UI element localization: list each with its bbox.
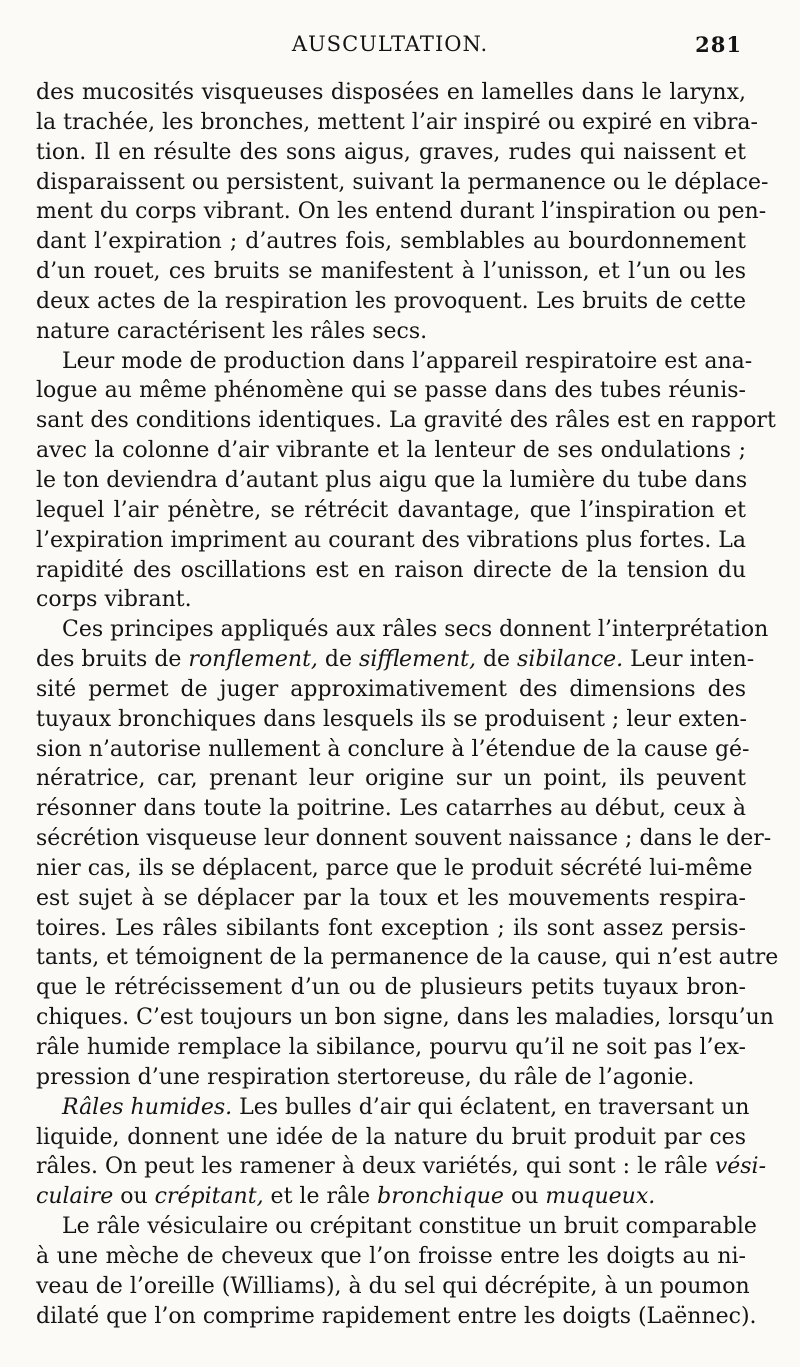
text-line: à une mèche de cheveux que l’on froisse entre les doigts au ni- (36, 1243, 746, 1269)
paragraph (36, 1212, 757, 1331)
text-line: l’expiration impriment au courant des vibrations plus fortes. La (36, 527, 747, 553)
text-line: est sujet à se déplacer par la toux et les mouvements respira- (36, 885, 746, 911)
text-line: sité permet de juger approximativement des dimensions des (36, 676, 746, 702)
text-line: deux actes de la respiration les provoquent. Les bruits de cette (36, 288, 746, 314)
text-line: nature caractérisent les râles secs. (36, 318, 428, 344)
text-line: dilaté que l’on comprime rapidement entre les doigts (Laënnec). (36, 1303, 757, 1329)
text-line: veau de l’oreille (Williams), à du sel qui décrépite, à un poumon (36, 1273, 750, 1299)
paragraph (36, 347, 776, 616)
paragraph (36, 615, 779, 1093)
body-text (36, 78, 779, 1331)
text-line: tion. Il en résulte des sons aigus, graves, rudes qui naissent et (36, 139, 746, 165)
text-line: tants, et témoignent de la permanence de la cause, qui n’est autre (36, 945, 779, 971)
text-line: culaire ou crépitant, et le râle bronchique ou muqueux. (36, 1184, 656, 1210)
text-line: la trachée, les bronches, mettent l’air inspiré ou expiré en vibra- (36, 109, 758, 135)
text-line: Leur mode de production dans l’appareil respiratoire est ana- (62, 348, 753, 374)
running-head (36, 28, 744, 64)
text-line: râles. On peut les ramener à deux variétés, qui sont : le râle vési- (36, 1154, 767, 1180)
text-line: corps vibrant. (36, 587, 192, 613)
text-line: chiques. C’est toujours un bon signe, dans les maladies, lorsqu’un (36, 1005, 774, 1031)
text-line: liquide, donnent une idée de la nature du bruit produit par ces (36, 1124, 746, 1150)
text-line: avec la colonne d’air vibrante et la lenteur de ses ondulations ; (36, 438, 746, 464)
running-title: AUSCULTATION. (291, 32, 489, 56)
text-line: lequel l’air pénètre, se rétrécit davantage, que l’inspiration et (36, 497, 746, 523)
text-line: pression d’une respiration stertoreuse, du râle de l’agonie. (36, 1064, 695, 1090)
text-line: des mucosités visqueuses disposées en lamelles dans le larynx, (36, 80, 746, 105)
text-line: Ces principes appliqués aux râles secs donnent l’interprétation (62, 617, 769, 643)
text-line: râle humide remplace la sibilance, pourvu qu’il ne soit pas l’ex- (36, 1035, 746, 1060)
text-line: disparaissent ou persistent, suivant la permanence ou le déplace- (36, 169, 769, 195)
text-line: dant l’expiration ; d’autres fois, semblables au bourdonnement (36, 229, 746, 255)
text-line: tuyaux bronchiques dans lesquels ils se produisent ; leur exten- (36, 706, 747, 732)
text-line: d’un rouet, ces bruits se manifestent à l’unisson, et l’un ou les (36, 259, 746, 285)
text-line: ment du corps vibrant. On les entend durant l’inspiration ou pen- (36, 199, 767, 225)
text-line: nier cas, ils se déplacent, parce que le produit sécrété lui-même (36, 855, 753, 881)
text-line: le ton deviendra d’autant plus aigu que la lumière du tube dans (36, 467, 748, 493)
text-line: sécrétion visqueuse leur donnent souvent naissance ; dans le der- (36, 826, 772, 852)
text-line: Le râle vésiculaire ou crépitant constitue un bruit comparable (62, 1214, 757, 1240)
text-line: sion n’autorise nullement à conclure à l’étendue de la cause gé- (36, 736, 750, 762)
text-line: toires. Les râles sibilants font exception ; ils sont assez persis- (36, 915, 746, 941)
page-number: 281 (695, 32, 742, 57)
paragraph (36, 78, 769, 347)
text-line: Râles humides. Les bulles d’air qui éclatent, en traversant un (62, 1094, 750, 1120)
text-line: résonner dans toute la poitrine. Les catarrhes au début, ceux à (36, 796, 746, 822)
paragraph (36, 1093, 767, 1212)
text-line: nératrice, car, prenant leur origine sur un point, ils peuvent (36, 766, 746, 792)
text-line: logue au même phénomène qui se passe dans des tubes réunis- (36, 378, 746, 404)
text-line: sant des conditions identiques. La gravité des râles est en rapport (36, 408, 776, 434)
text-line: que le rétrécissement d’un ou de plusieurs petits tuyaux bron- (36, 975, 746, 1001)
text-line: rapidité des oscillations est en raison directe de la tension du (36, 557, 746, 583)
text-line: des bruits de ronflement, de sifflement, de sibilance. Leur inten- (36, 647, 755, 673)
